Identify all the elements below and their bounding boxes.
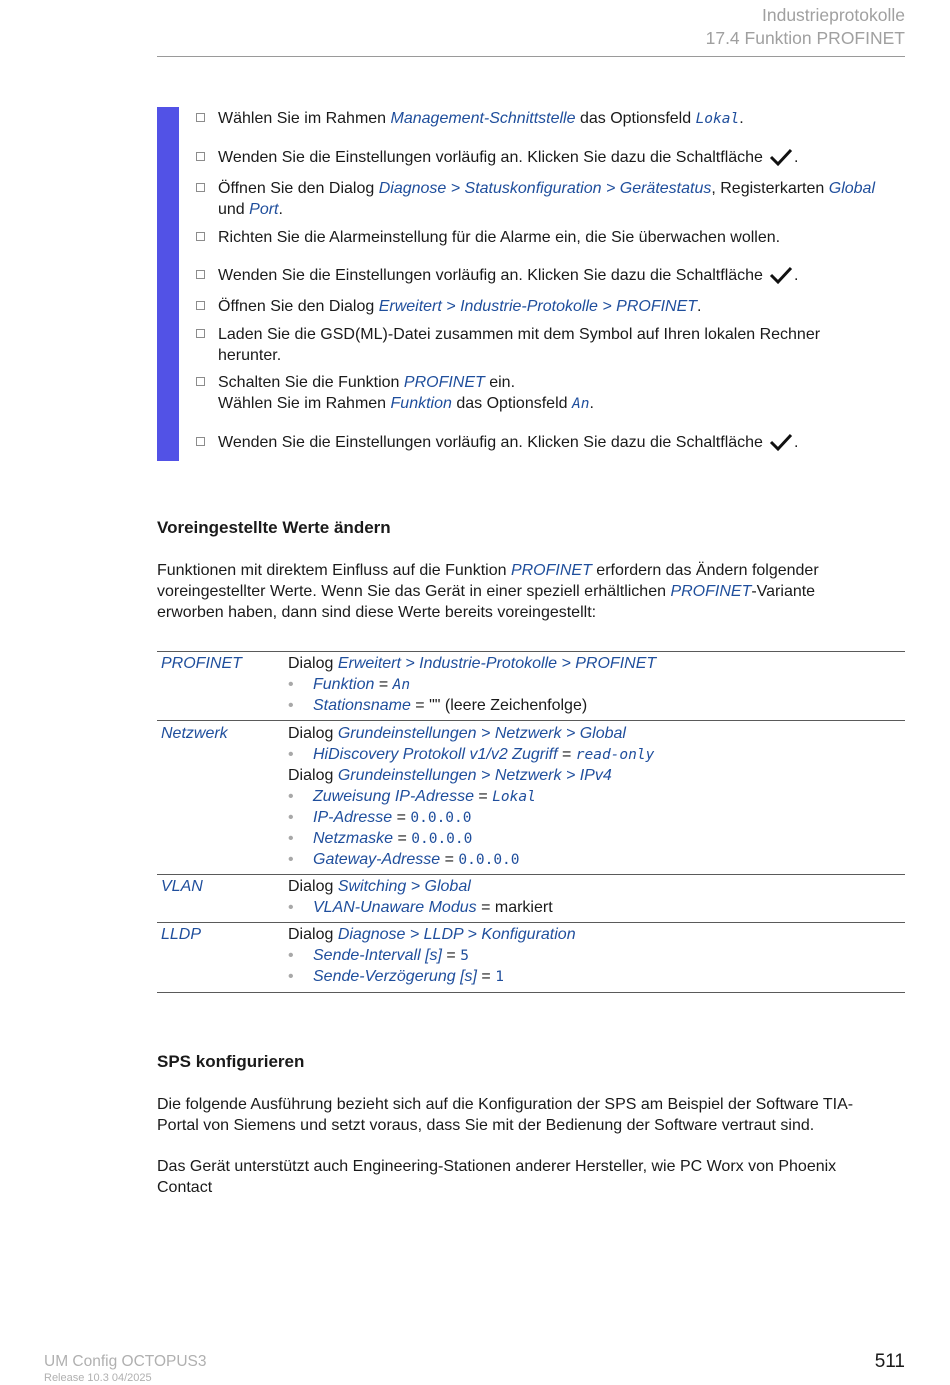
section-heading: SPS konfigurieren xyxy=(157,1052,305,1071)
checkbox-icon xyxy=(196,152,205,161)
step-item: Wenden Sie die Einstellungen vorläufig an. Klicken Sie dazu die Schaltfläche . xyxy=(195,432,900,453)
checkmark-icon xyxy=(769,432,793,452)
checkbox-icon xyxy=(196,301,205,310)
frame-name: Funktion xyxy=(390,395,452,412)
step-item: Richten Sie die Alarmeinstellung für die Alarme ein, die Sie überwachen wollen. xyxy=(195,227,900,248)
checkmark-icon xyxy=(769,147,793,167)
table-rule xyxy=(157,651,905,652)
section-paragraph: Die folgende Ausführung bezieht sich auf die Konfiguration der SPS am Beispiel der Software TIA- Portal von Siemens und setzt voraus, dass Sie mit der Bedienung der Software vertraut sind. xyxy=(157,1096,854,1134)
table-rule xyxy=(157,720,905,721)
table-row-label: VLAN xyxy=(161,878,203,895)
checkbox-icon xyxy=(196,183,205,192)
tab-name: Port xyxy=(249,201,279,218)
table-rule xyxy=(157,922,905,923)
checkbox-icon xyxy=(196,377,205,386)
table-row-detail: Dialog Erweitert > Industrie-Protokolle > PROFINET • Funktion = An • Stationsname = "" (leere Zeichenfolge) xyxy=(288,653,903,716)
table-row-detail: Dialog Switching > Global • VLAN-Unaware Modus = markiert xyxy=(288,876,903,918)
checkbox-icon xyxy=(196,113,205,122)
table-row-detail: Dialog Grundeinstellungen > Netzwerk > Global • HiDiscovery Protokoll v1/v2 Zugriff = read-only Dialog Grundeinstellungen > Netzwerk > IPv4 • Zuweisung IP-Adresse = Lokal • IP-Adresse = 0.0.0.0 • Netzmaske = 0.0.0.0 • Gateway-Adresse = 0.0.0.0 xyxy=(288,723,903,870)
step-item: Laden Sie die GSD(ML)-Datei zusammen mit dem Symbol auf Ihren lokalen Rechner herunter. xyxy=(195,324,900,366)
ui-path: Management-Schnittstelle xyxy=(390,110,576,127)
header-divider xyxy=(157,56,905,57)
table-rule xyxy=(157,992,905,993)
release-info: Release 10.3 04/2025 xyxy=(44,1372,152,1384)
step-item: Wenden Sie die Einstellungen vorläufig an. Klicken Sie dazu die Schaltfläche . xyxy=(195,265,900,286)
table-rule xyxy=(157,874,905,875)
checkbox-icon xyxy=(196,232,205,241)
table-row-label: LLDP xyxy=(161,926,202,943)
steps-accent-bar xyxy=(157,107,179,461)
option-value: An xyxy=(571,396,590,412)
table-row-label: PROFINET xyxy=(161,655,242,672)
ui-path: Erweitert > Industrie-Protokolle > PROFINET xyxy=(378,298,698,315)
table-row-detail: Dialog Diagnose > LLDP > Konfiguration • Sende-Intervall [s] = 5 • Sende-Verzögerung [s] = 1 xyxy=(288,924,903,987)
checkbox-icon xyxy=(196,270,205,279)
section-paragraph: Funktionen mit direktem Einfluss auf die Funktion PROFINET erfordern das Ändern folgender voreingestellter Werte. Wenn Sie das Gerät in einer speziell erhältlichen PROFINET-Variante erworben haben, dann sind diese Werte bereits voreingestellt: xyxy=(157,562,819,621)
checkbox-icon xyxy=(196,329,205,338)
section-paragraph: Das Gerät unterstützt auch Engineering-Stationen anderer Hersteller, wie PC Worx von Phoenix Contact xyxy=(157,1158,837,1196)
step-item: Wenden Sie die Einstellungen vorläufig an. Klicken Sie dazu die Schaltfläche . xyxy=(195,147,900,168)
option-value: Lokal xyxy=(695,111,740,127)
function-name: PROFINET xyxy=(403,374,485,391)
step-item: Wählen Sie im Rahmen Management-Schnittstelle das Optionsfeld Lokal. xyxy=(195,108,900,130)
checkbox-icon xyxy=(196,437,205,446)
document-name: UM Config OCTOPUS3 xyxy=(44,1353,207,1370)
table-row-label: Netzwerk xyxy=(161,725,228,742)
page-footer xyxy=(44,1352,207,1385)
step-item: Schalten Sie die Funktion PROFINET ein. Wählen Sie im Rahmen Funktion das Optionsfeld An. xyxy=(195,372,900,415)
section-heading: Voreingestellte Werte ändern xyxy=(157,518,391,537)
chapter-title: Industrieprotokolle xyxy=(762,5,905,25)
tab-name: Global xyxy=(828,180,875,197)
section-title: 17.4 Funktion PROFINET xyxy=(705,28,905,48)
step-item: Öffnen Sie den Dialog Diagnose > Statuskonfiguration > Gerätestatus, Registerkarten Global und Port. xyxy=(195,178,900,220)
page-header xyxy=(706,4,905,50)
checkmark-icon xyxy=(769,265,793,285)
page-number: 511 xyxy=(874,1351,905,1372)
step-item: Öffnen Sie den Dialog Erweitert > Industrie-Protokolle > PROFINET. xyxy=(195,296,900,317)
ui-path: Diagnose > Statuskonfiguration > Gerätestatus xyxy=(378,180,712,197)
